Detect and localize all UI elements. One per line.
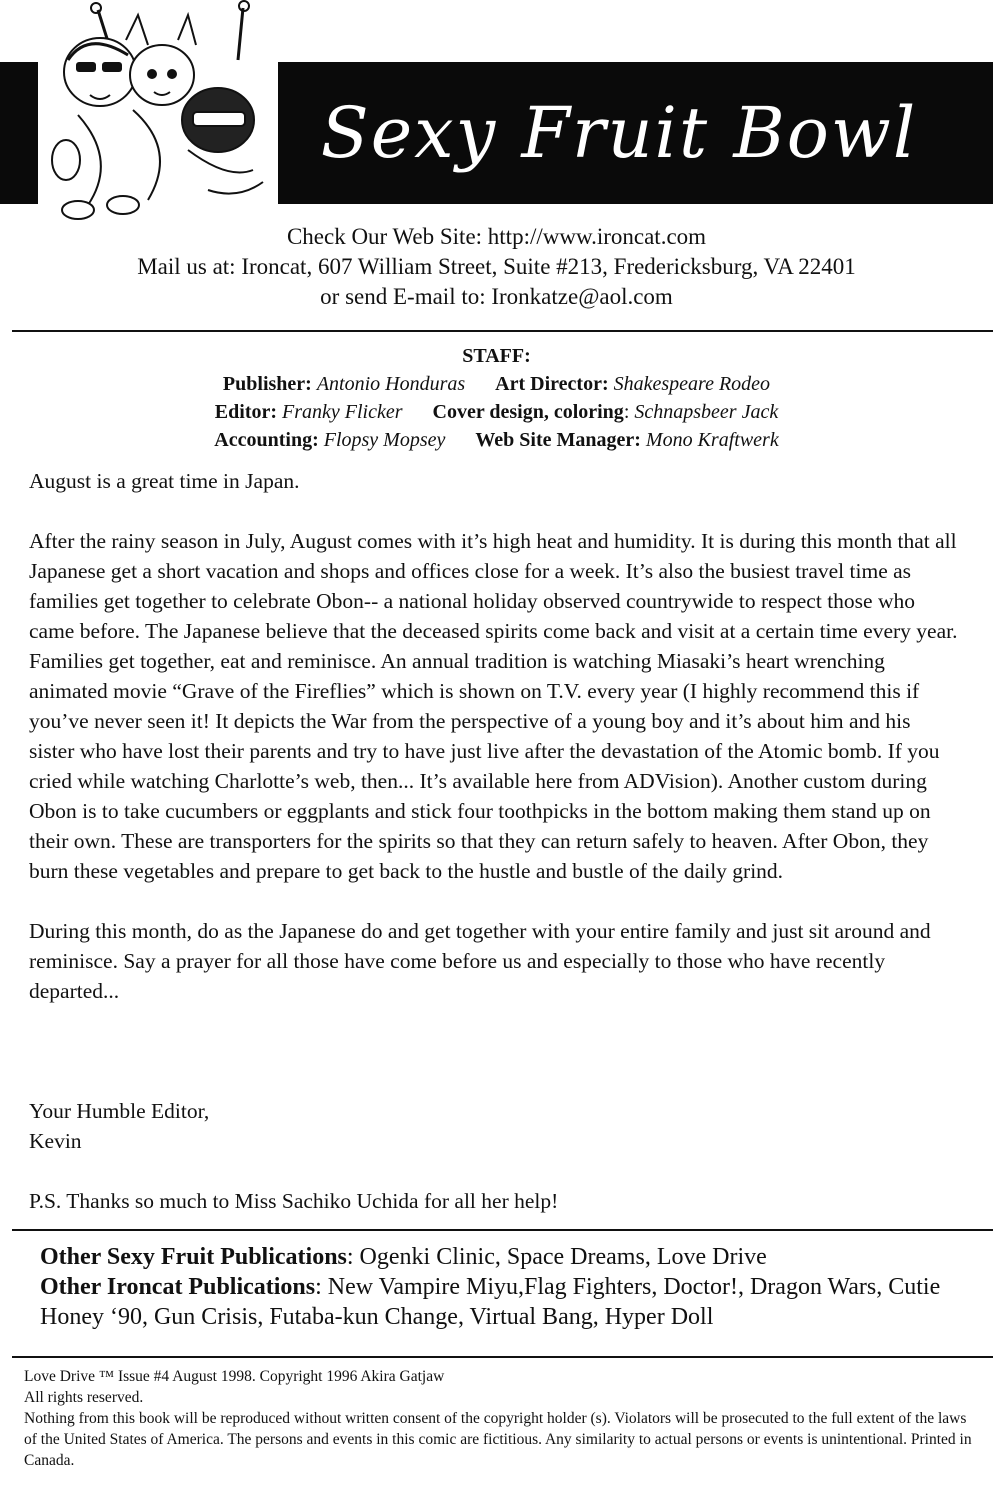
art-director-name: Shakespeare Rodeo [613,373,771,395]
publications [40,1242,970,1332]
disclaimer: Nothing from this book will be reproduced without written consent of the copyright holder (s). Violators will be prosecuted to the full extent of the laws of the United States of America. The persons and events in this comic are fictitious. Any similarity to actual persons or events is unintentional. Printed in Canada. [24,1410,972,1469]
staff-heading: STAFF: [462,345,531,367]
web-manager-label: Web Site Manager: [475,429,641,451]
editor-label: Editor: [214,401,278,423]
signature: Kevin [29,1129,82,1153]
art-director-label: Art Director: [495,373,609,395]
rights-line: All rights reserved. [24,1389,144,1406]
publisher-label: Publisher: [222,373,312,395]
paragraph: During this month, do as the Japanese do and get together with your entire family and just sit around and reminisce. Say a prayer for all those have come before us and especially to those who have recently departed... [29,919,931,1003]
sexy-fruit-label: Other Sexy Fruit Publications [40,1244,347,1270]
sexy-fruit-publications [40,1242,970,1272]
copyright-line: Love Drive ™ Issue #4 August 1998. Copyright 1996 Akira Gatjaw [24,1368,445,1385]
contact-info [0,222,993,312]
banner-left-bar [0,62,40,204]
legal-notice [24,1366,974,1471]
divider [12,330,993,332]
postscript: P.S. Thanks so much to Miss Sachiko Uchida for all her help! [29,1189,559,1213]
accounting-name: Flopsy Mopsey [323,429,446,451]
staff-row: Editor: Franky Flicker Cover design, coloring: Schnapsbeer Jack [214,401,779,423]
ironcat-publications [40,1272,970,1332]
staff-row [0,370,993,398]
mascot-illustration [38,0,278,232]
web-manager-name: Mono Kraftwerk [645,429,779,451]
staff-row [0,426,993,454]
paragraph: August is a great time in Japan. [29,469,300,493]
publisher-name: Antonio Honduras [316,373,466,395]
staff-block [0,342,993,454]
website-line: Check Our Web Site: http://www.ironcat.com [286,224,707,249]
ironcat-list: : New Vampire Miyu,Flag Fighters, Doctor!, Dragon Wars, Cutie Honey ‘90, Gun Crisis, Futaba-kun Change, Virtual Bang, Hyper Doll [40,1274,941,1330]
signoff [29,1096,929,1156]
email-line: or send E-mail to: Ironkatze@aol.com [320,284,673,309]
divider [12,1356,993,1358]
accounting-label: Accounting: [214,429,319,451]
paragraph: After the rainy season in July, August comes with it’s high heat and humidity. It is during this month that all Japanese get a short vacation and shops and offices close for a week. It’s also the busiest travel time as families get together to celebrate Obon-- a national holiday observed countrywide to respect those who came before. The Japanese believe that the deceased spirits come back and visit at a certain time every year. Families get together, eat and reminisce. An annual tradition is watching Miasaki’s heart wrenching animated movie “Grave of the Fireflies” which is shown on T.V. every year (I highly recommend this if you’ve never seen it! It depicts the War from the perspective of a young boy and it’s about him and his sister who have lost their parents and try to have just live after the devastation of the Atomic bomb. If you cried while watching Charlotte’s web, then... It’s available here from ADVision). Another custom during Obon is to take cucumbers or eggplants and stick four toothpicks in the bottom making them stand up on their own. These are transporters for the spirits so that they can return safely to heaven. After Obon, they burn these vegetables and prepare to get back to the hustle and bustle of the daily grind. [29,529,958,883]
banner [245,62,993,204]
mail-line: Mail us at: Ironcat, 607 William Street, Suite #213, Fredericksburg, VA 22401 [137,254,856,279]
signoff-line: Your Humble Editor, [29,1099,210,1123]
ironcat-label: Other Ironcat Publications [40,1274,316,1300]
divider [12,1229,993,1231]
editor-letter [29,466,959,1036]
cover-name: Schnapsbeer Jack [634,401,779,423]
sexy-fruit-list: : Ogenki Clinic, Space Dreams, Love Drive [346,1244,767,1270]
banner-title: Sexy Fruit Bowl [320,92,918,174]
editor-name: Franky Flicker [282,401,403,423]
cover-label: Cover design, coloring [432,401,624,423]
